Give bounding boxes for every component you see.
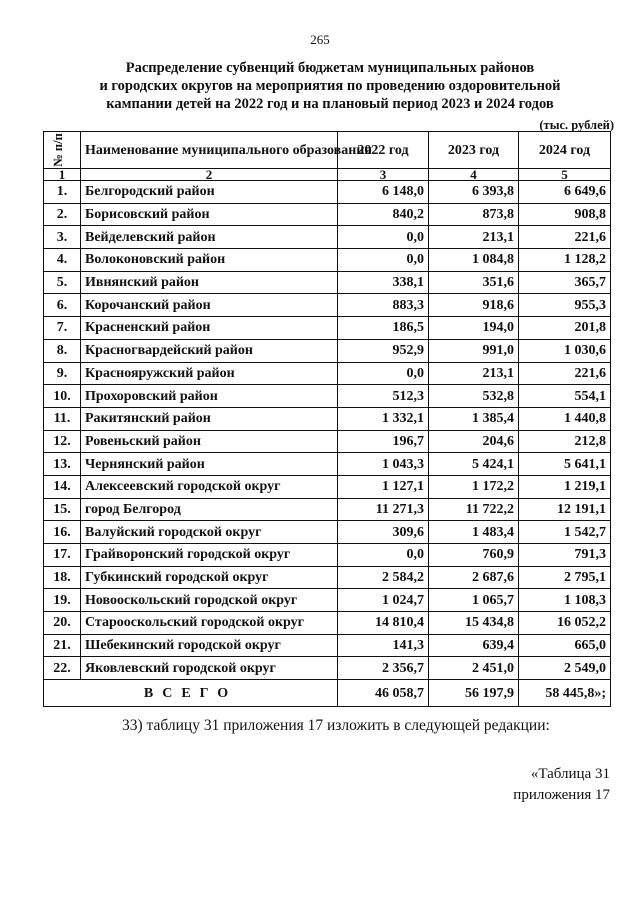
col-number: 4 xyxy=(429,169,519,181)
row-number: 14. xyxy=(44,475,81,498)
value-2023: 532,8 xyxy=(429,385,519,408)
table-row xyxy=(44,589,611,612)
table-row xyxy=(44,339,611,362)
table-row xyxy=(44,317,611,340)
value-2022: 196,7 xyxy=(338,430,429,453)
value-2024: 201,8 xyxy=(519,317,611,340)
value-2024: 221,6 xyxy=(519,362,611,385)
row-number: 15. xyxy=(44,498,81,521)
table-row xyxy=(44,181,611,204)
value-2022: 840,2 xyxy=(338,203,429,226)
row-number: 6. xyxy=(44,294,81,317)
value-2024: 212,8 xyxy=(519,430,611,453)
table-row xyxy=(44,294,611,317)
value-2023: 11 722,2 xyxy=(429,498,519,521)
value-2024: 1 219,1 xyxy=(519,475,611,498)
table-row xyxy=(44,430,611,453)
row-number: 7. xyxy=(44,317,81,340)
total-2022: 46 058,7 xyxy=(338,680,429,707)
value-2022: 1 332,1 xyxy=(338,407,429,430)
row-number: 8. xyxy=(44,339,81,362)
value-2023: 1 172,2 xyxy=(429,475,519,498)
value-2024: 12 191,1 xyxy=(519,498,611,521)
table-row xyxy=(44,407,611,430)
document-title xyxy=(60,59,600,113)
district-name: Красногвардейский район xyxy=(81,339,338,362)
header-name: Наименование муниципального образования xyxy=(81,132,338,169)
district-name: Красненский район xyxy=(81,317,338,340)
value-2022: 1 127,1 xyxy=(338,475,429,498)
instruction-text: 33) таблицу 31 приложения 17 изложить в следующей редакции: xyxy=(122,717,550,734)
district-name: Ракитянский район xyxy=(81,407,338,430)
table-row xyxy=(44,544,611,567)
table-row xyxy=(44,521,611,544)
row-number: 19. xyxy=(44,589,81,612)
value-2024: 955,3 xyxy=(519,294,611,317)
district-name: Борисовский район xyxy=(81,203,338,226)
value-2024: 16 052,2 xyxy=(519,612,611,635)
value-2022: 0,0 xyxy=(338,362,429,385)
value-2024: 554,1 xyxy=(519,385,611,408)
row-number: 3. xyxy=(44,226,81,249)
value-2023: 15 434,8 xyxy=(429,612,519,635)
district-name: Губкинский городской округ xyxy=(81,566,338,589)
value-2022: 1 024,7 xyxy=(338,589,429,612)
title-line: кампании детей на 2022 год и на плановый период 2023 и 2024 годов xyxy=(106,96,554,112)
district-name: Новооскольский городской округ xyxy=(81,589,338,612)
value-2024: 1 128,2 xyxy=(519,249,611,272)
value-2023: 204,6 xyxy=(429,430,519,453)
col-number: 2 xyxy=(81,169,338,181)
value-2023: 991,0 xyxy=(429,339,519,362)
value-2022: 141,3 xyxy=(338,634,429,657)
col-number: 3 xyxy=(338,169,429,181)
value-2023: 2 687,6 xyxy=(429,566,519,589)
value-2022: 952,9 xyxy=(338,339,429,362)
value-2024: 908,8 xyxy=(519,203,611,226)
value-2024: 365,7 xyxy=(519,271,611,294)
table-row xyxy=(44,226,611,249)
header-2023: 2023 год xyxy=(429,132,519,169)
district-name: Грайворонский городской округ xyxy=(81,544,338,567)
value-2022: 2 356,7 xyxy=(338,657,429,680)
table-row xyxy=(44,475,611,498)
row-number: 9. xyxy=(44,362,81,385)
value-2023: 918,6 xyxy=(429,294,519,317)
district-name: Старооскольский городской округ xyxy=(81,612,338,635)
district-name: город Белгород xyxy=(81,498,338,521)
annex-reference xyxy=(513,764,610,806)
total-row xyxy=(44,680,611,707)
value-2023: 213,1 xyxy=(429,226,519,249)
header-2024: 2024 год xyxy=(519,132,611,169)
value-2023: 5 424,1 xyxy=(429,453,519,476)
table-row xyxy=(44,453,611,476)
value-2023: 1 483,4 xyxy=(429,521,519,544)
row-number: 4. xyxy=(44,249,81,272)
value-2024: 665,0 xyxy=(519,634,611,657)
district-name: Вейделевский район xyxy=(81,226,338,249)
value-2022: 512,3 xyxy=(338,385,429,408)
value-2024: 791,3 xyxy=(519,544,611,567)
page-number: 265 xyxy=(310,32,330,47)
value-2023: 1 385,4 xyxy=(429,407,519,430)
value-2022: 309,6 xyxy=(338,521,429,544)
value-2024: 6 649,6 xyxy=(519,181,611,204)
value-2022: 6 148,0 xyxy=(338,181,429,204)
table-row xyxy=(44,634,611,657)
district-name: Ровеньский район xyxy=(81,430,338,453)
col-number: 5 xyxy=(519,169,611,181)
table-row xyxy=(44,385,611,408)
value-2023: 873,8 xyxy=(429,203,519,226)
row-number: 20. xyxy=(44,612,81,635)
value-2023: 194,0 xyxy=(429,317,519,340)
value-2023: 1 084,8 xyxy=(429,249,519,272)
table-row xyxy=(44,566,611,589)
district-name: Волоконовский район xyxy=(81,249,338,272)
table-row xyxy=(44,271,611,294)
value-2024: 5 641,1 xyxy=(519,453,611,476)
row-number: 2. xyxy=(44,203,81,226)
value-2023: 2 451,0 xyxy=(429,657,519,680)
header-2022: 2022 год xyxy=(338,132,429,169)
table-row xyxy=(44,249,611,272)
district-name: Чернянский район xyxy=(81,453,338,476)
table-row xyxy=(44,498,611,521)
value-2022: 0,0 xyxy=(338,226,429,249)
district-name: Корочанский район xyxy=(81,294,338,317)
annex-line: приложения 17 xyxy=(513,787,610,803)
row-number: 5. xyxy=(44,271,81,294)
title-line: Распределение субвенций бюджетам муниципальных районов xyxy=(125,60,535,76)
row-number: 17. xyxy=(44,544,81,567)
total-2024: 58 445,8»; xyxy=(519,680,611,707)
value-2022: 2 584,2 xyxy=(338,566,429,589)
value-2023: 351,6 xyxy=(429,271,519,294)
district-name: Краснояружский район xyxy=(81,362,338,385)
value-2022: 0,0 xyxy=(338,544,429,567)
total-label: ВСЕГО xyxy=(44,680,338,707)
value-2022: 14 810,4 xyxy=(338,612,429,635)
district-name: Валуйский городской округ xyxy=(81,521,338,544)
value-2023: 639,4 xyxy=(429,634,519,657)
row-number: 10. xyxy=(44,385,81,408)
value-2024: 221,6 xyxy=(519,226,611,249)
table-row xyxy=(44,203,611,226)
value-2023: 1 065,7 xyxy=(429,589,519,612)
unit-label: (тыс. рублей) xyxy=(539,118,614,132)
district-name: Ивнянский район xyxy=(81,271,338,294)
row-number: 12. xyxy=(44,430,81,453)
row-number: 11. xyxy=(44,407,81,430)
value-2022: 186,5 xyxy=(338,317,429,340)
annex-line: «Таблица 31 xyxy=(530,766,610,782)
value-2022: 0,0 xyxy=(338,249,429,272)
district-name: Яковлевский городской округ xyxy=(81,657,338,680)
table-row xyxy=(44,657,611,680)
value-2024: 1 542,7 xyxy=(519,521,611,544)
district-name: Алексеевский городской округ xyxy=(81,475,338,498)
title-line: и городских округов на мероприятия по проведению оздоровительной xyxy=(99,78,561,94)
value-2022: 338,1 xyxy=(338,271,429,294)
table-row xyxy=(44,612,611,635)
value-2024: 2 795,1 xyxy=(519,566,611,589)
value-2022: 11 271,3 xyxy=(338,498,429,521)
value-2023: 213,1 xyxy=(429,362,519,385)
value-2022: 1 043,3 xyxy=(338,453,429,476)
total-2023: 56 197,9 xyxy=(429,680,519,707)
table-row xyxy=(44,362,611,385)
value-2024: 1 440,8 xyxy=(519,407,611,430)
value-2024: 1 030,6 xyxy=(519,339,611,362)
district-name: Шебекинский городской округ xyxy=(81,634,338,657)
col-number: 1 xyxy=(44,169,81,181)
row-number: 16. xyxy=(44,521,81,544)
value-2022: 883,3 xyxy=(338,294,429,317)
value-2024: 1 108,3 xyxy=(519,589,611,612)
header-no: № п/п xyxy=(44,132,81,169)
row-number: 13. xyxy=(44,453,81,476)
district-name: Прохоровский район xyxy=(81,385,338,408)
row-number: 22. xyxy=(44,657,81,680)
district-name: Белгородский район xyxy=(81,181,338,204)
value-2023: 6 393,8 xyxy=(429,181,519,204)
value-2023: 760,9 xyxy=(429,544,519,567)
subvention-table xyxy=(43,131,611,707)
row-number: 18. xyxy=(44,566,81,589)
value-2024: 2 549,0 xyxy=(519,657,611,680)
row-number: 21. xyxy=(44,634,81,657)
row-number: 1. xyxy=(44,181,81,204)
